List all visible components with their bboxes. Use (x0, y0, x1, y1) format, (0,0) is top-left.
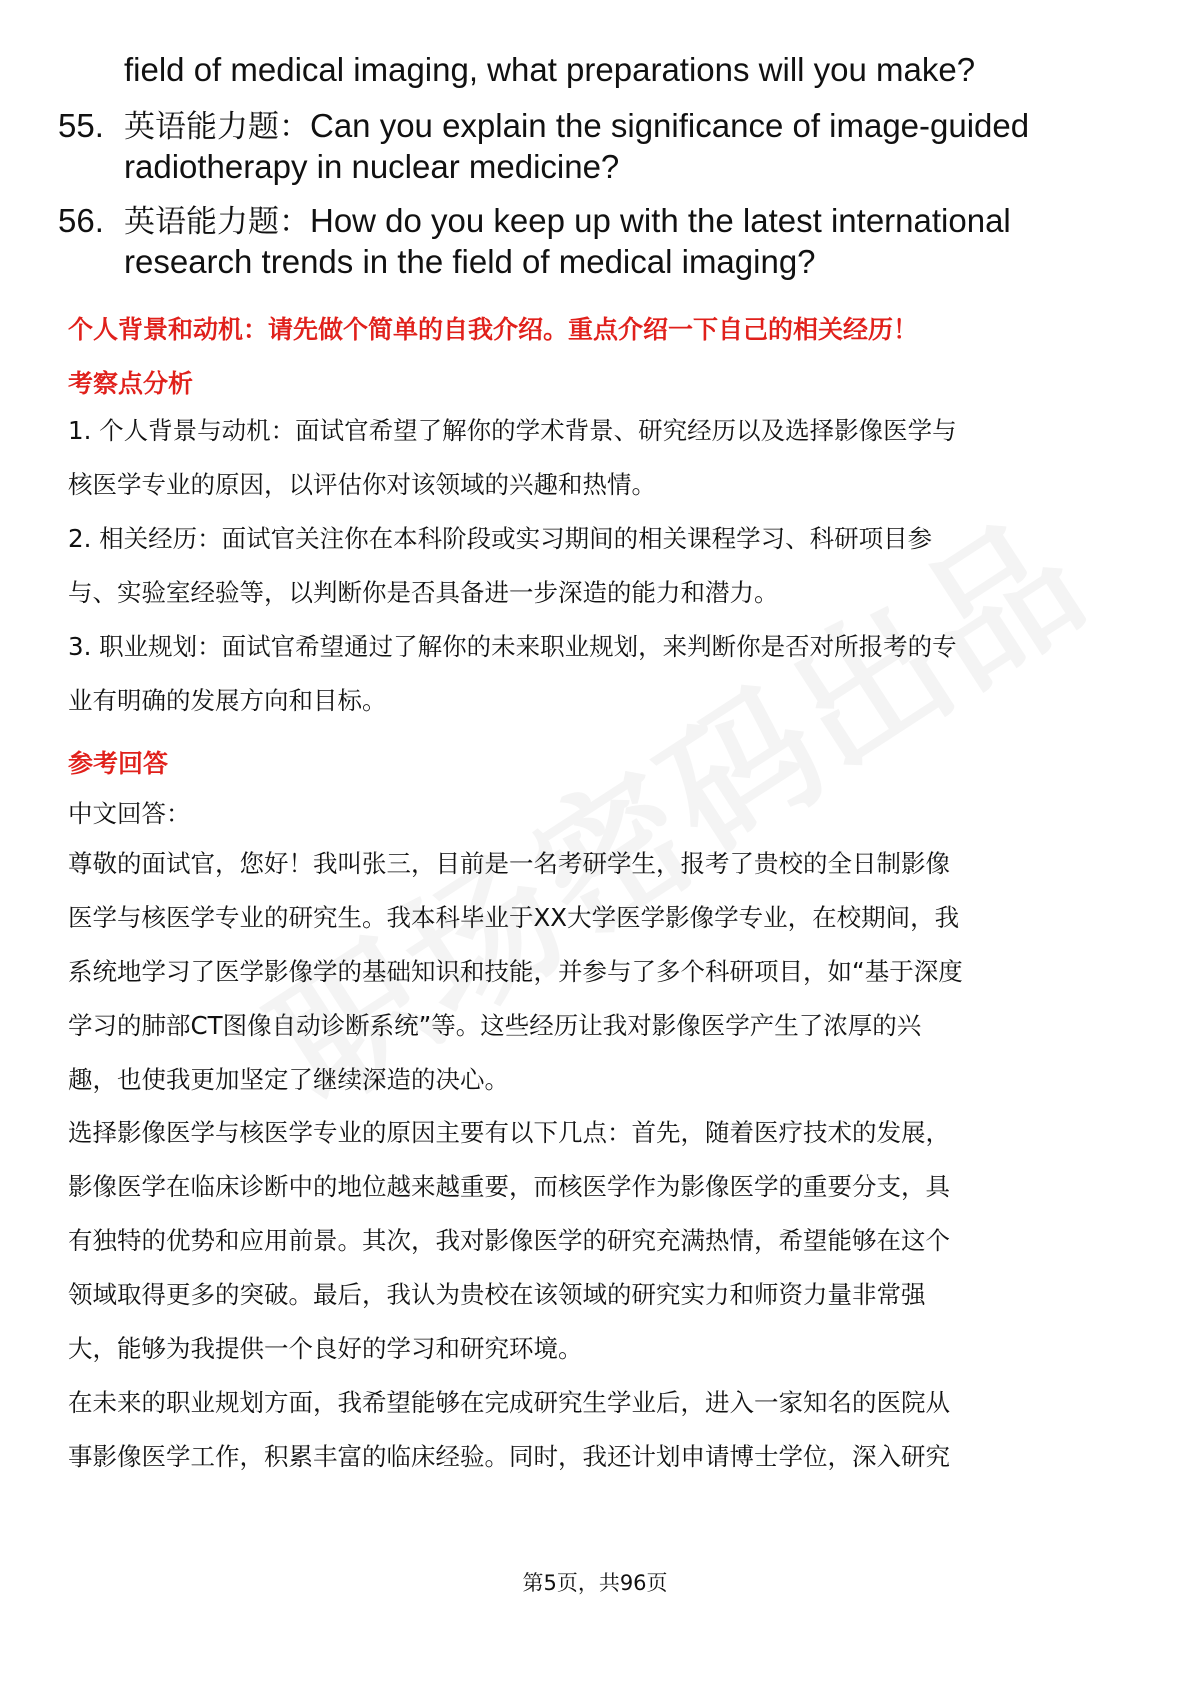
analysis-item-1-line2: 核医学专业的原因，以评估你对该领域的兴趣和热情。 (68, 470, 656, 499)
question-54-text: field of medical imaging, what preparations will you make? (124, 51, 976, 88)
paragraph-line: 有独特的优势和应用前景。其次，我对影像医学的研究充满热情，希望能够在这个 (68, 1226, 950, 1255)
paragraph-line: 尊敬的面试官，您好！我叫张三，目前是一名考研学生，报考了贵校的全日制影像 (68, 849, 950, 878)
analysis-list (68, 404, 1128, 728)
paragraph-line: 影像医学在临床诊断中的地位越来越重要，而核医学作为影像医学的重要分支，具 (68, 1172, 950, 1201)
question-category: 英语能力题： (124, 204, 310, 240)
question-55 (58, 106, 1138, 187)
question-text-line: research trends in the field of medical imaging? (124, 243, 816, 280)
paragraph-line: 选择影像医学与核医学专业的原因主要有以下几点：首先，随着医疗技术的发展， (68, 1118, 950, 1147)
paragraph-line: 医学与核医学专业的研究生。我本科毕业于XX大学医学影像学专业，在校期间，我 (68, 903, 960, 932)
paragraph-line: 学习的肺部CT图像自动诊断系统”等。这些经历让我对影像医学产生了浓厚的兴 (68, 1011, 922, 1040)
answer-paragraph-2 (68, 1106, 1128, 1376)
paragraph-line: 趣，也使我更加坚定了继续深造的决心。 (68, 1065, 509, 1094)
answer-sub-heading: 中文回答： (68, 799, 191, 828)
answer-paragraph-1 (68, 837, 1128, 1107)
analysis-item-3-line2: 业有明确的发展方向和目标。 (68, 686, 387, 715)
paragraph-line: 领域取得更多的突破。最后，我认为贵校在该领域的研究实力和师资力量非常强 (68, 1280, 926, 1309)
answer-heading: 参考回答 (68, 749, 169, 778)
question-54-tail (58, 50, 1138, 90)
question-text-line: How do you keep up with the latest international (310, 202, 1011, 239)
page-footer: 第5页，共96页 (522, 1571, 668, 1595)
question-text-line: Can you explain the significance of image-guided (310, 107, 1030, 144)
paragraph-line: 系统地学习了医学影像学的基础知识和技能，并参与了多个科研项目，如“基于深度 (68, 957, 963, 986)
paragraph-line: 大，能够为我提供一个良好的学习和研究环境。 (68, 1334, 583, 1363)
analysis-item-2-line1: 2. 相关经历：面试官关注你在本科阶段或实习期间的相关课程学习、科研项目参 (68, 524, 933, 553)
paragraph-line: 事影像医学工作，积累丰富的临床经验。同时，我还计划申请博士学位，深入研究 (68, 1442, 950, 1471)
question-56 (58, 201, 1138, 282)
question-category: 英语能力题： (124, 109, 310, 145)
answer-paragraph-3 (68, 1376, 1128, 1484)
analysis-item-3-line1: 3. 职业规划：面试官希望通过了解你的未来职业规划，来判断你是否对所报考的专 (68, 632, 957, 661)
question-number: 56. (58, 202, 104, 239)
question-number: 55. (58, 107, 104, 144)
section-question: 个人背景和动机：请先做个简单的自我介绍。重点介绍一下自己的相关经历！ (68, 315, 919, 344)
analysis-item-1-line1: 1. 个人背景与动机：面试官希望了解你的学术背景、研究经历以及选择影像医学与 (68, 416, 957, 445)
analysis-heading: 考察点分析 (68, 369, 194, 398)
analysis-item-2-line2: 与、实验室经验等，以判断你是否具备进一步深造的能力和潜力。 (68, 578, 779, 607)
paragraph-line: 在未来的职业规划方面，我希望能够在完成研究生学业后，进入一家知名的医院从 (68, 1388, 950, 1417)
question-text-line: radiotherapy in nuclear medicine? (124, 148, 620, 185)
